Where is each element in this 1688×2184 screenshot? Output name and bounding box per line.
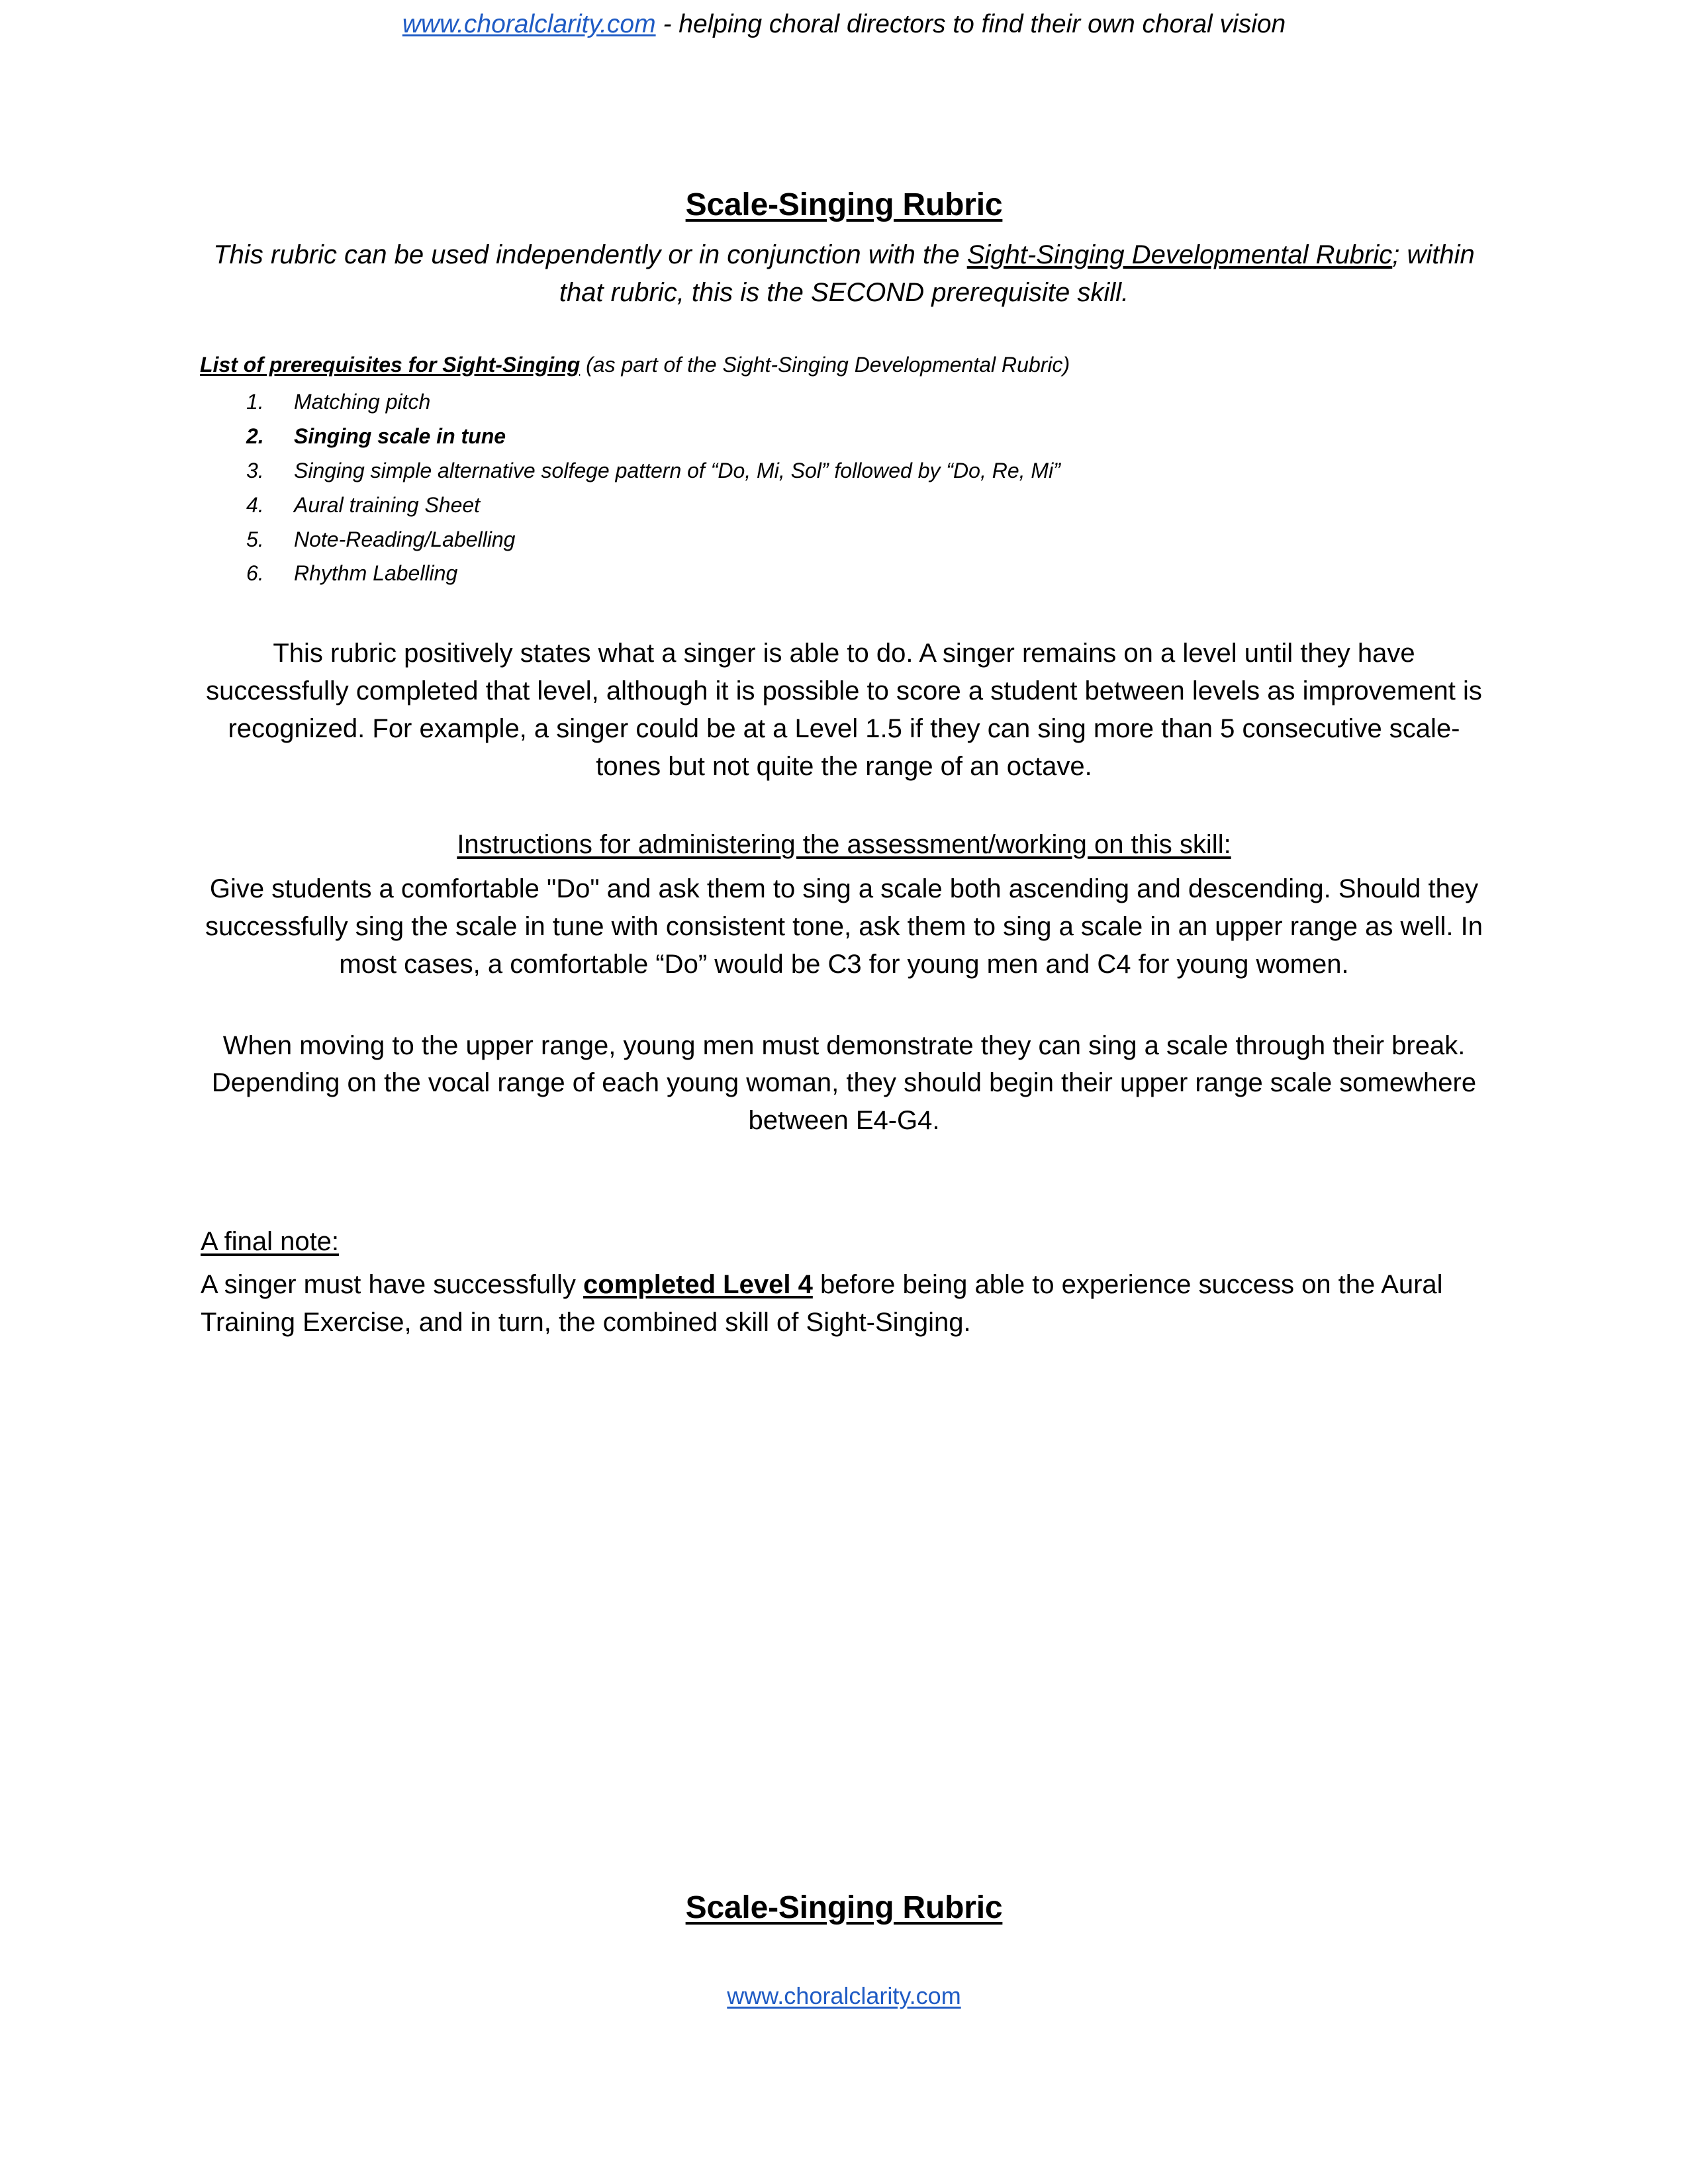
list-item <box>199 523 1489 557</box>
final-note-part1: A singer must have successfully <box>201 1269 584 1299</box>
overview-paragraph: This rubric positively states what a singer is able to do. A singer remains on a level until they have successfully completed that level, although it is possible to score a student between levels as improvement is recognized. For example, a singer could be at a Level 1.5 if they can sing more than 5 consecutive scale-tones but not quite the range of an octave. <box>206 639 1482 781</box>
footer-website-link[interactable]: www.choralclarity.com <box>727 1982 961 2009</box>
instructions-heading: Instructions for administering the assessment/working on this skill: <box>457 830 1231 860</box>
list-item-label: Aural training Sheet <box>294 492 481 517</box>
header-tagline: - helping choral directors to find their own choral vision <box>655 10 1286 38</box>
subtitle-paragraph <box>199 223 1489 312</box>
list-item-label: Singing scale in tune <box>294 424 506 449</box>
list-item <box>199 420 1489 454</box>
list-item <box>199 488 1489 523</box>
page-title: Scale-Singing Rubric <box>685 187 1003 222</box>
list-item-label: Matching pitch <box>294 390 431 414</box>
list-item-number: 3. <box>246 458 264 482</box>
upper-range-paragraph: When moving to the upper range, young men must demonstrate they can sing a scale through their break. Depending on the vocal range of each young woman, they should begin their upper range scale somewhere between E4-G4. <box>211 1030 1477 1136</box>
prerequisites-heading-note: (as part of the Sight-Singing Developmental Rubric) <box>580 352 1070 377</box>
final-note-heading-label: A final note: <box>201 1226 340 1256</box>
list-item-label: Note-Reading/Labelling <box>294 527 516 551</box>
final-note-emphasis: completed Level 4 <box>583 1269 813 1299</box>
list-item <box>199 557 1489 591</box>
prerequisites-heading <box>199 312 1489 379</box>
header-website-link[interactable]: www.choralclarity.com <box>402 10 656 38</box>
final-note-heading <box>199 1140 1489 1261</box>
main-content <box>199 0 1489 1341</box>
prerequisites-list <box>199 379 1489 591</box>
final-note-part2: before being able to experience success on the Aural Training Exercise, and in turn, the combined skill of Sight-Singing. <box>201 1269 1443 1337</box>
subtitle-rubric-reference: Sight-Singing Developmental Rubric <box>966 240 1393 269</box>
list-item-number: 4. <box>246 492 264 517</box>
list-item-label: Singing simple alternative solfege pattern of “Do, Mi, Sol” followed by “Do, Re, Mi” <box>294 458 1060 482</box>
subtitle-part2: ; within that rubric, this is the SECOND prerequisite skill. <box>559 240 1475 307</box>
footer-title: Scale-Singing Rubric <box>685 1890 1003 1925</box>
list-item-number: 6. <box>246 561 264 586</box>
instructions-paragraph: Give students a comfortable "Do" and ask them to sing a scale both ascending and descending. Should they successfully sing the scale in tune with consistent tone, ask them to sing a scale in an upper range as well. In most cases, a comfortable “Do” would be C3 for young men and C4 for young women. <box>205 874 1483 979</box>
list-item-number: 2. <box>246 424 264 449</box>
prerequisites-heading-label: List of prerequisites for Sight-Singing <box>200 352 581 377</box>
list-item <box>199 385 1489 420</box>
list-item-label: Rhythm Labelling <box>294 561 458 586</box>
list-item-number: 5. <box>246 527 264 551</box>
list-item-number: 1. <box>246 390 264 414</box>
subtitle-part1: This rubric can be used independently or in conjunction with the <box>213 240 967 269</box>
final-note-paragraph <box>199 1261 1489 1342</box>
list-item <box>199 454 1489 488</box>
